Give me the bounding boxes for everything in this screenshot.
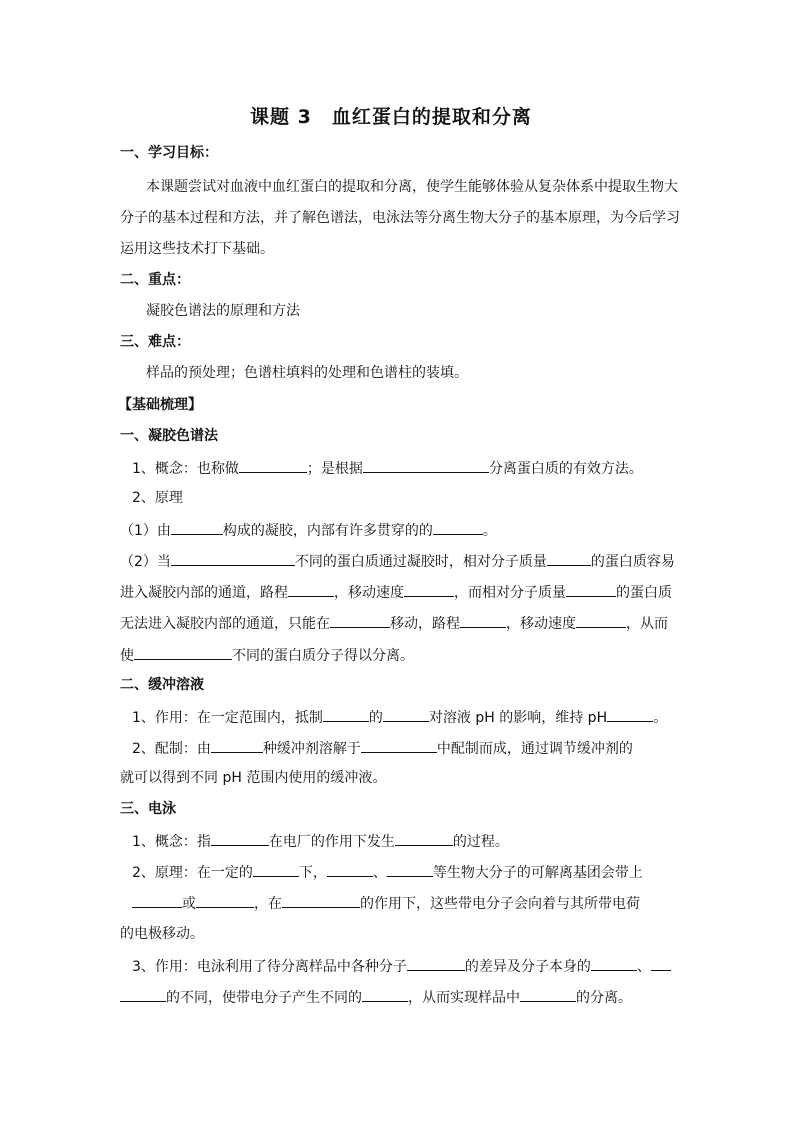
principle-line-3 xyxy=(120,581,672,603)
text: 或 xyxy=(182,896,196,912)
text: 下， xyxy=(298,865,327,881)
fill-blank[interactable] xyxy=(288,581,334,597)
text: 、 xyxy=(372,865,387,881)
text: 在电厂的作用下发生 xyxy=(268,834,395,850)
text: 进入凝胶内部的通道，路程 xyxy=(120,585,288,601)
text: ；是根据 xyxy=(306,461,363,477)
fill-blank[interactable] xyxy=(211,737,263,753)
fill-blank[interactable] xyxy=(395,830,453,846)
text: 的分离。 xyxy=(576,990,632,1006)
text: 的差异及分子本身的 xyxy=(464,959,591,975)
fill-blank[interactable] xyxy=(253,861,299,877)
electrophoresis-function-line-2 xyxy=(120,986,632,1008)
electrophoresis-function-line xyxy=(132,955,671,977)
fill-blank[interactable] xyxy=(211,830,269,846)
text: 的 xyxy=(368,710,383,726)
buffer-prep-line-2: 就可以得到不同 pH 范围内使用的缓冲液。 xyxy=(120,770,387,786)
buffer-function-line xyxy=(132,706,667,728)
text: 1、概念：也称做 xyxy=(132,461,239,477)
goals-heading: 一、学习目标： xyxy=(120,145,218,161)
text: （1）由 xyxy=(120,523,171,539)
fill-blank[interactable] xyxy=(460,612,506,628)
key-text: 凝胶色谱法的原理和方法 xyxy=(146,303,300,319)
buffer-prep-line xyxy=(132,737,633,759)
fill-blank[interactable] xyxy=(433,519,483,535)
text: 种缓冲剂溶解于 xyxy=(262,741,361,757)
fill-blank[interactable] xyxy=(363,457,489,473)
goals-text-line: 分子的基本过程和方法，并了解色谱法，电泳法等分离生物大分子的基本原理，为今后学习 xyxy=(120,210,680,226)
text: 3、作用：电泳利用了待分离样品中各种分子 xyxy=(132,959,407,975)
fill-blank[interactable] xyxy=(404,581,454,597)
text: 不同的蛋白质分子得以分离。 xyxy=(232,648,414,664)
fill-blank[interactable] xyxy=(407,955,465,971)
text: 。 xyxy=(653,710,668,726)
text: 使 xyxy=(120,648,134,664)
fill-blank[interactable] xyxy=(362,986,408,1002)
electrophoresis-principle-line-3: 的电极移动。 xyxy=(120,926,204,942)
text: 无法进入凝胶内部的通道，只能在 xyxy=(120,616,330,632)
text: 对溶液 pH 的影响，维持 pH xyxy=(428,710,608,726)
fill-blank[interactable] xyxy=(282,892,360,908)
fill-blank[interactable] xyxy=(576,612,626,628)
fill-blank[interactable] xyxy=(132,892,182,908)
fill-blank[interactable] xyxy=(607,706,653,722)
basics-heading: 【基础梳理】 xyxy=(118,397,202,413)
difficulty-text: 样品的预处理；色谱柱填料的处理和色谱柱的装填。 xyxy=(146,365,468,381)
section-heading-electrophoresis: 三、电泳 xyxy=(120,801,176,817)
fill-blank[interactable] xyxy=(196,892,254,908)
text: 的不同，使带电分子产生不同的 xyxy=(166,990,362,1006)
principle-line-4 xyxy=(120,612,668,634)
text: ，在 xyxy=(254,896,282,912)
text: ，从而实现样品中 xyxy=(408,990,520,1006)
text: 不同的蛋白质通过凝胶时，相对分子质量 xyxy=(294,554,547,570)
text: 1、作用：在一定范围内，抵制 xyxy=(132,710,323,726)
text: 分离蛋白质的有效方法。 xyxy=(488,461,643,477)
text: 等生物大分子的可解离基团会带上 xyxy=(432,865,643,881)
principle-line-2 xyxy=(120,550,675,572)
electrophoresis-concept-line xyxy=(132,830,509,852)
fill-blank[interactable] xyxy=(134,644,232,660)
fill-blank[interactable] xyxy=(566,581,616,597)
text: 2、配制：由 xyxy=(132,741,211,757)
fill-blank[interactable] xyxy=(651,955,671,971)
text: ，而相对分子质量 xyxy=(454,585,566,601)
goals-text-line: 运用这些技术打下基础。 xyxy=(120,241,274,257)
fill-blank[interactable] xyxy=(383,706,429,722)
key-heading: 二、重点： xyxy=(120,272,190,288)
fill-blank[interactable] xyxy=(330,612,390,628)
fill-blank[interactable] xyxy=(171,550,295,566)
text: 的作用下，这些带电分子会向着与其所带电荷 xyxy=(360,896,640,912)
fill-blank[interactable] xyxy=(327,861,373,877)
fill-blank[interactable] xyxy=(361,737,437,753)
electrophoresis-principle-line-2 xyxy=(132,892,640,914)
section-heading-buffer: 二、缓冲溶液 xyxy=(120,677,204,693)
fill-blank[interactable] xyxy=(323,706,369,722)
fill-blank[interactable] xyxy=(171,519,223,535)
principle-label: 2、原理 xyxy=(132,490,183,506)
page-title: 课题 3 血红蛋白的提取和分离 xyxy=(250,106,532,128)
text: 的蛋白质容易 xyxy=(590,554,675,570)
text: 、 xyxy=(636,959,651,975)
fill-blank[interactable] xyxy=(547,550,591,566)
principle-line-5 xyxy=(120,644,414,666)
section-heading-gel-chromatography: 一、凝胶色谱法 xyxy=(120,428,218,444)
text: 中配制而成，通过调节缓冲剂的 xyxy=(436,741,633,757)
text: 构成的凝胶，内部有许多贯穿的的 xyxy=(222,523,433,539)
text: 的过程。 xyxy=(452,834,509,850)
fill-blank[interactable] xyxy=(520,986,576,1002)
text: 的蛋白质 xyxy=(616,585,672,601)
text: ，移动速度 xyxy=(334,585,404,601)
text: （2）当 xyxy=(120,554,171,570)
fill-blank[interactable] xyxy=(239,457,307,473)
text: ，从而 xyxy=(626,616,668,632)
principle-line-1 xyxy=(120,519,497,541)
fill-blank[interactable] xyxy=(120,986,166,1002)
electrophoresis-principle-line xyxy=(132,861,643,883)
fill-blank[interactable] xyxy=(387,861,433,877)
text: ，移动速度 xyxy=(506,616,576,632)
text: 。 xyxy=(482,523,497,539)
text: 1、概念：指 xyxy=(132,834,211,850)
text: 移动，路程 xyxy=(390,616,460,632)
text: 2、原理：在一定的 xyxy=(132,865,253,881)
concept-line xyxy=(132,457,643,479)
fill-blank[interactable] xyxy=(591,955,637,971)
goals-text-line: 本课题尝试对血液中血红蛋白的提取和分离，使学生能够体验从复杂体系中提取生物大 xyxy=(146,179,678,195)
difficulty-heading: 三、难点： xyxy=(120,334,190,350)
